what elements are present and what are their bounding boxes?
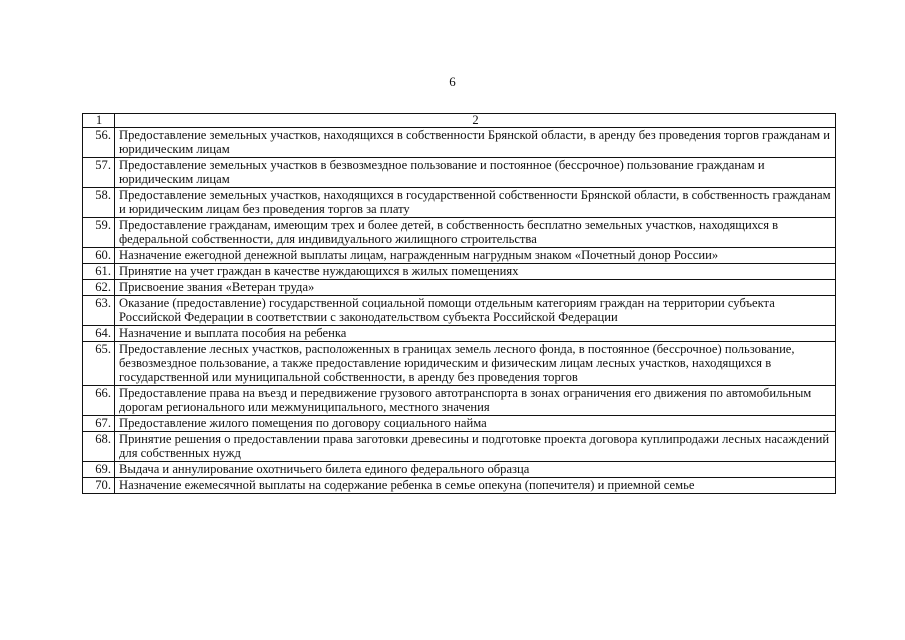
row-number: 70. [83, 478, 115, 494]
table-row [83, 218, 836, 248]
table-row [83, 128, 836, 158]
row-number: 59. [83, 218, 115, 248]
row-number: 63. [83, 296, 115, 326]
table-row [83, 264, 836, 280]
header-col-2: 2 [115, 114, 836, 128]
table-row [83, 296, 836, 326]
row-service-name: Выдача и аннулирование охотничьего билета единого федерального образца [115, 462, 836, 478]
row-service-name: Принятие решения о предоставлении права заготовки древесины и подготовке проекта договора куплипродажи лесных насаждений для собственных нужд [115, 432, 836, 462]
table-row [83, 432, 836, 462]
row-service-name: Принятие на учет граждан в качестве нуждающихся в жилых помещениях [115, 264, 836, 280]
row-service-name: Назначение ежегодной денежной выплаты лицам, награжденным нагрудным знаком «Почетный донор России» [115, 248, 836, 264]
table-row [83, 280, 836, 296]
table-row [83, 342, 836, 386]
row-number: 60. [83, 248, 115, 264]
table-row [83, 462, 836, 478]
table-row [83, 416, 836, 432]
row-service-name: Назначение и выплата пособия на ребенка [115, 326, 836, 342]
row-number: 58. [83, 188, 115, 218]
row-number: 57. [83, 158, 115, 188]
row-number: 65. [83, 342, 115, 386]
row-number: 62. [83, 280, 115, 296]
row-number: 56. [83, 128, 115, 158]
row-service-name: Предоставление жилого помещения по договору социального найма [115, 416, 836, 432]
row-service-name: Оказание (предоставление) государственной социальной помощи отдельным категориям граждан на территории субъекта Российской Федерации в соответствии с законодательством субъекта Российской Федерации [115, 296, 836, 326]
table-header-row [83, 114, 836, 128]
row-number: 64. [83, 326, 115, 342]
row-number: 61. [83, 264, 115, 280]
row-service-name: Предоставление земельных участков, находящихся в собственности Брянской области, в аренду без проведения торгов гражданам и юридическим лицам [115, 128, 836, 158]
page-number: 6 [449, 74, 456, 89]
table-row [83, 188, 836, 218]
row-service-name: Предоставление гражданам, имеющим трех и более детей, в собственность бесплатно земельных участков, находящихся в федеральной собственности, для индивидуального жилищного строительства [115, 218, 836, 248]
row-service-name: Предоставление земельных участков в безвозмездное пользование и постоянное (бессрочное) пользование гражданам и юридическим лицам [115, 158, 836, 188]
table-row [83, 248, 836, 264]
row-number: 67. [83, 416, 115, 432]
row-service-name: Присвоение звания «Ветеран труда» [115, 280, 836, 296]
header-col-1: 1 [83, 114, 115, 128]
table-row [83, 386, 836, 416]
row-number: 68. [83, 432, 115, 462]
table-row [83, 326, 836, 342]
services-table [82, 113, 836, 494]
row-service-name: Предоставление лесных участков, расположенных в границах земель лесного фонда, в постоянное (бессрочное) пользование, безвозмездное пользование, а также предоставление юридическим и физическим лицам лесных участков, находящихся в государственной или муниципальной собственности, в аренду без проведения торгов [115, 342, 836, 386]
row-service-name: Предоставление права на въезд и передвижение грузового автотранспорта в зонах ограничения его движения по автомобильным дорогам регионального или межмуниципального, местного значения [115, 386, 836, 416]
row-service-name: Назначение ежемесячной выплаты на содержание ребенка в семье опекуна (попечителя) и приемной семье [115, 478, 836, 494]
row-number: 69. [83, 462, 115, 478]
row-number: 66. [83, 386, 115, 416]
row-service-name: Предоставление земельных участков, находящихся в государственной собственности Брянской области, в собственность гражданам и юридическим лицам без проведения торгов за плату [115, 188, 836, 218]
table-row [83, 478, 836, 494]
table-row [83, 158, 836, 188]
